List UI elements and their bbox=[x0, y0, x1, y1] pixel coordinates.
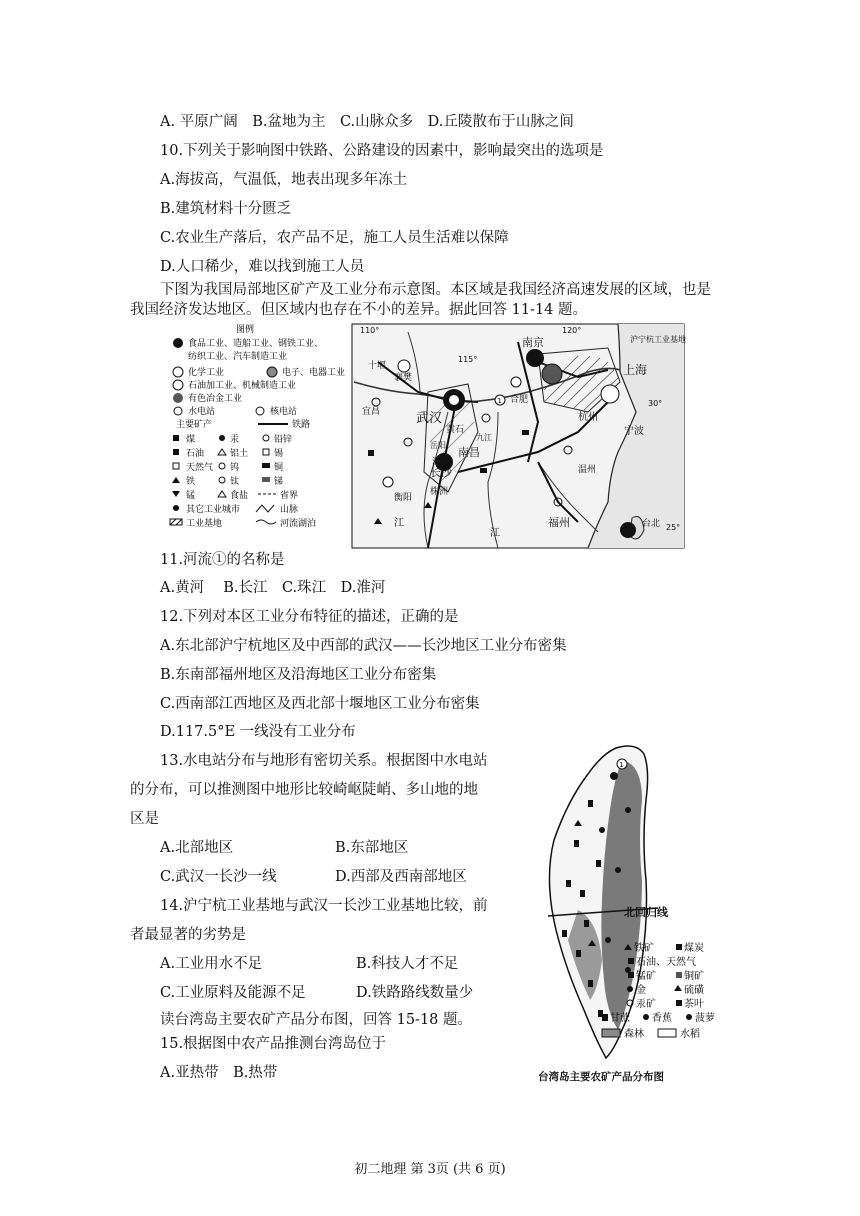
svg-text:江: 江 bbox=[490, 528, 500, 539]
city-yueyang: 岳阳 bbox=[430, 441, 446, 450]
svg-text:山脉: 山脉 bbox=[280, 505, 299, 515]
city-jiujiang: 九江 bbox=[476, 433, 492, 442]
copper-icon bbox=[262, 463, 270, 468]
svg-text:水电站: 水电站 bbox=[188, 407, 216, 417]
svg-text:30°: 30° bbox=[648, 399, 663, 408]
q10-option-c: C.农业生产落后，农产品不足，施工人员生活难以保障 bbox=[160, 230, 509, 246]
city-nanchang: 南昌 bbox=[458, 446, 480, 459]
hefei-industry-icon bbox=[511, 377, 521, 387]
q13-option-a: A.北部地区 bbox=[160, 840, 234, 856]
svg-text:其它工业城市: 其它工业城市 bbox=[186, 505, 241, 515]
svg-text:香蕉: 香蕉 bbox=[652, 1013, 672, 1024]
q11-options: A.黄河 B.长江 C.珠江 D.淮河 bbox=[160, 580, 386, 596]
city-huangshi: 黄石 bbox=[446, 425, 465, 435]
shiyan-industry-icon bbox=[398, 360, 410, 372]
svg-text:115°: 115° bbox=[458, 355, 478, 364]
q13-option-b: B.东部地区 bbox=[335, 840, 409, 856]
q12-option-b: B.东南部福州地区及沿海地区工业分布密集 bbox=[160, 667, 437, 683]
svg-text:铜矿: 铜矿 bbox=[684, 971, 704, 982]
electronics-industry-icon bbox=[267, 367, 277, 377]
q12-option-c: C.西南部江西地区及西北部十堰地区工业分布密集 bbox=[160, 696, 480, 712]
svg-text:110°: 110° bbox=[360, 326, 380, 335]
svg-text:有色冶金工业: 有色冶金工业 bbox=[188, 394, 243, 404]
q10-option-d: D.人口稀少，难以找到施工人员 bbox=[160, 259, 365, 275]
city-changsha: 长沙 bbox=[430, 466, 452, 479]
legend-title: 图例 bbox=[236, 325, 255, 335]
svg-text:工业基地: 工业基地 bbox=[186, 519, 223, 529]
svg-text:化学工业: 化学工业 bbox=[188, 368, 225, 378]
city-xiangfan: 襄樊 bbox=[394, 373, 413, 383]
svg-text:锡: 锡 bbox=[274, 449, 284, 459]
city-shiyan: 十堰 bbox=[368, 361, 387, 371]
q9-options: A. 平原广阔 B.盆地为主 C.山脉众多 D.丘陵散布于山脉之间 bbox=[160, 114, 574, 130]
svg-text:汞: 汞 bbox=[230, 435, 240, 445]
chemical-industry-icon bbox=[173, 367, 183, 377]
antimony-icon bbox=[262, 477, 270, 482]
svg-text:1: 1 bbox=[497, 397, 502, 405]
city-zhuzhou: 株洲 bbox=[430, 487, 449, 497]
q15-options: A.亚热带 B.热带 bbox=[160, 1065, 278, 1081]
svg-text:核电站: 核电站 bbox=[270, 407, 298, 417]
svg-text:钨: 钨 bbox=[230, 463, 240, 473]
q12-option-d: D.117.5°E 一线没有工业分布 bbox=[160, 724, 356, 740]
tropic-label: 北回归线 bbox=[624, 906, 668, 919]
svg-text:省界: 省界 bbox=[280, 491, 299, 501]
q14-option-a: A.工业用水不足 bbox=[160, 956, 263, 972]
city-hefei: 合肥 bbox=[510, 395, 529, 405]
city-hangzhou: 杭州 bbox=[578, 412, 598, 423]
svg-text:铁路: 铁路 bbox=[292, 420, 311, 430]
q11-stem: 11.河流①的名称是 bbox=[160, 552, 285, 568]
oil-icon bbox=[173, 449, 179, 455]
svg-text:钛: 钛 bbox=[230, 477, 240, 487]
taiwan-products-map bbox=[518, 740, 730, 1090]
svg-text:铝土: 铝土 bbox=[230, 449, 249, 459]
svg-text:煤炭: 煤炭 bbox=[684, 943, 704, 954]
city-ningbo: 宁波 bbox=[624, 426, 644, 437]
manganese-icon bbox=[172, 491, 180, 497]
taiwan-intro: 读台湾岛主要农矿产品分布图，回答 15-18 题。 bbox=[160, 1012, 473, 1028]
svg-text:江: 江 bbox=[394, 518, 404, 529]
industrial-base-icon bbox=[170, 519, 182, 525]
svg-text:铜: 铜 bbox=[274, 463, 284, 473]
hangzhou-industry-icon bbox=[601, 385, 619, 403]
city-wenzhou: 温州 bbox=[578, 465, 597, 475]
svg-text:水稻: 水稻 bbox=[680, 1029, 700, 1040]
q12-option-a: A.东北部沪宁杭地区及中西部的武汉——长沙地区工业分布密集 bbox=[160, 638, 567, 654]
svg-text:锰矿: 锰矿 bbox=[636, 971, 656, 982]
metallurgy-industry-icon bbox=[173, 393, 183, 403]
bauxite-icon bbox=[218, 449, 226, 455]
tungsten-icon bbox=[219, 463, 225, 469]
intro-line-2: 我国经济发达地区。但区域内也存在不小的差异。据此回答 11-14 题。 bbox=[130, 302, 588, 318]
svg-text:石油加工业、机械制造工业: 石油加工业、机械制造工业 bbox=[188, 381, 297, 391]
hydropower-icon bbox=[174, 407, 182, 415]
q14-line-2: 者最显著的劣势是 bbox=[130, 927, 246, 943]
q10-stem: 10.下列关于影响图中铁路、公路建设的因素中，影响最突出的选项是 bbox=[160, 143, 604, 159]
svg-text:石油、天然气: 石油、天然气 bbox=[636, 957, 696, 968]
city-nanjing: 南京 bbox=[522, 336, 544, 349]
svg-text:食品工业、造船工业、钢铁工业、: 食品工业、造船工业、钢铁工业、 bbox=[188, 339, 324, 349]
taiwan-map-caption: 台湾岛主要农矿产品分布图 bbox=[538, 1071, 664, 1083]
city-yichang: 宜昌 bbox=[362, 407, 381, 417]
shanghai-base-label: 沪宁杭工业基地 bbox=[630, 335, 686, 344]
svg-text:锑: 锑 bbox=[274, 477, 284, 487]
industry-mineral-map bbox=[158, 322, 686, 550]
svg-text:汞矿: 汞矿 bbox=[636, 999, 656, 1010]
tin-icon bbox=[263, 449, 269, 455]
svg-text:纺织工业、汽车制造工业: 纺织工业、汽车制造工业 bbox=[188, 352, 288, 362]
nanjing-industry-icon bbox=[526, 349, 544, 367]
petroleum-industry-icon bbox=[173, 380, 183, 390]
svg-text:食盐: 食盐 bbox=[230, 491, 249, 501]
svg-text:电子、电器工业: 电子、电器工业 bbox=[282, 368, 346, 378]
svg-text:锰: 锰 bbox=[186, 491, 196, 501]
q13-option-c: C.武汉一长沙一线 bbox=[160, 869, 277, 885]
taipei-industry-icon bbox=[620, 522, 636, 538]
city-shanghai: 上海 bbox=[623, 363, 648, 377]
mercury-icon bbox=[219, 435, 225, 441]
mountain-icon bbox=[256, 505, 274, 512]
svg-text:菠萝: 菠萝 bbox=[695, 1013, 715, 1024]
q13-option-d: D.西部及西南部地区 bbox=[335, 869, 467, 885]
q14-option-c: C.工业原料及能源不足 bbox=[160, 985, 306, 1001]
page-footer: 初二地理 第 3页 (共 6 页) bbox=[354, 1162, 506, 1177]
svg-text:25°: 25° bbox=[666, 523, 681, 532]
q10-option-b: B.建筑材料十分匮乏 bbox=[160, 201, 292, 217]
svg-text:金: 金 bbox=[636, 985, 646, 996]
nuclear-plant-icon bbox=[256, 407, 264, 415]
city-hengyang: 衡阳 bbox=[394, 493, 413, 503]
svg-text:1: 1 bbox=[619, 761, 624, 769]
q12-stem: 12.下列对本区工业分布特征的描述，正确的是 bbox=[160, 609, 459, 625]
lead-zinc-icon bbox=[263, 435, 269, 441]
q13-line-3: 区是 bbox=[130, 811, 159, 827]
svg-text:河流湖泊: 河流湖泊 bbox=[280, 519, 317, 529]
intro-line-1: 下图为我国局部地区矿产及工业分布示意图。本区域是我国经济高速发展的区域，也是 bbox=[160, 282, 711, 298]
iron-icon bbox=[172, 477, 180, 483]
svg-text:石油: 石油 bbox=[186, 449, 205, 459]
svg-text:铁: 铁 bbox=[186, 477, 196, 487]
food-industry-icon bbox=[173, 338, 183, 348]
svg-text:主要矿产: 主要矿产 bbox=[176, 420, 213, 430]
titanium-icon bbox=[219, 477, 225, 483]
natural-gas-icon bbox=[173, 463, 179, 469]
q15-stem: 15.根据图中农产品推测台湾岛位于 bbox=[160, 1036, 387, 1052]
svg-text:甘蔗: 甘蔗 bbox=[610, 1013, 630, 1024]
svg-text:茶叶: 茶叶 bbox=[684, 999, 704, 1010]
salt-icon bbox=[218, 491, 226, 497]
city-fuzhou: 福州 bbox=[548, 516, 570, 529]
svg-text:煤: 煤 bbox=[186, 435, 196, 445]
svg-text:铁矿: 铁矿 bbox=[634, 943, 654, 954]
other-city-icon bbox=[173, 505, 179, 511]
svg-text:天然气: 天然气 bbox=[186, 463, 214, 473]
q14-option-d: D.铁路路线数量少 bbox=[356, 985, 474, 1001]
svg-text:硫磺: 硫磺 bbox=[684, 985, 704, 996]
svg-text:120°: 120° bbox=[562, 326, 582, 335]
river-icon bbox=[256, 520, 276, 524]
svg-text:森林: 森林 bbox=[624, 1029, 644, 1040]
svg-text:铅锌: 铅锌 bbox=[274, 435, 293, 445]
q13-line-2: 的分布，可以推测图中地形比较崎岖陡峭、多山地的地 bbox=[130, 782, 478, 798]
map-legend bbox=[170, 323, 345, 529]
city-taipei: 台北 bbox=[642, 519, 661, 529]
q14-line-1: 14.沪宁杭工业基地与武汉一长沙工业基地比较，前 bbox=[160, 898, 488, 914]
coal-icon bbox=[173, 435, 179, 441]
shanghai-industry-icon bbox=[542, 364, 562, 384]
city-wuhan: 武汉 bbox=[416, 411, 443, 426]
q10-option-a: A.海拔高，气温低，地表出现多年冻土 bbox=[160, 172, 408, 188]
svg-text:湘: 湘 bbox=[432, 458, 442, 469]
q14-option-b: B.科技人才不足 bbox=[356, 956, 459, 972]
q13-line-1: 13.水电站分布与地形有密切关系。根据图中水电站 bbox=[160, 753, 488, 769]
